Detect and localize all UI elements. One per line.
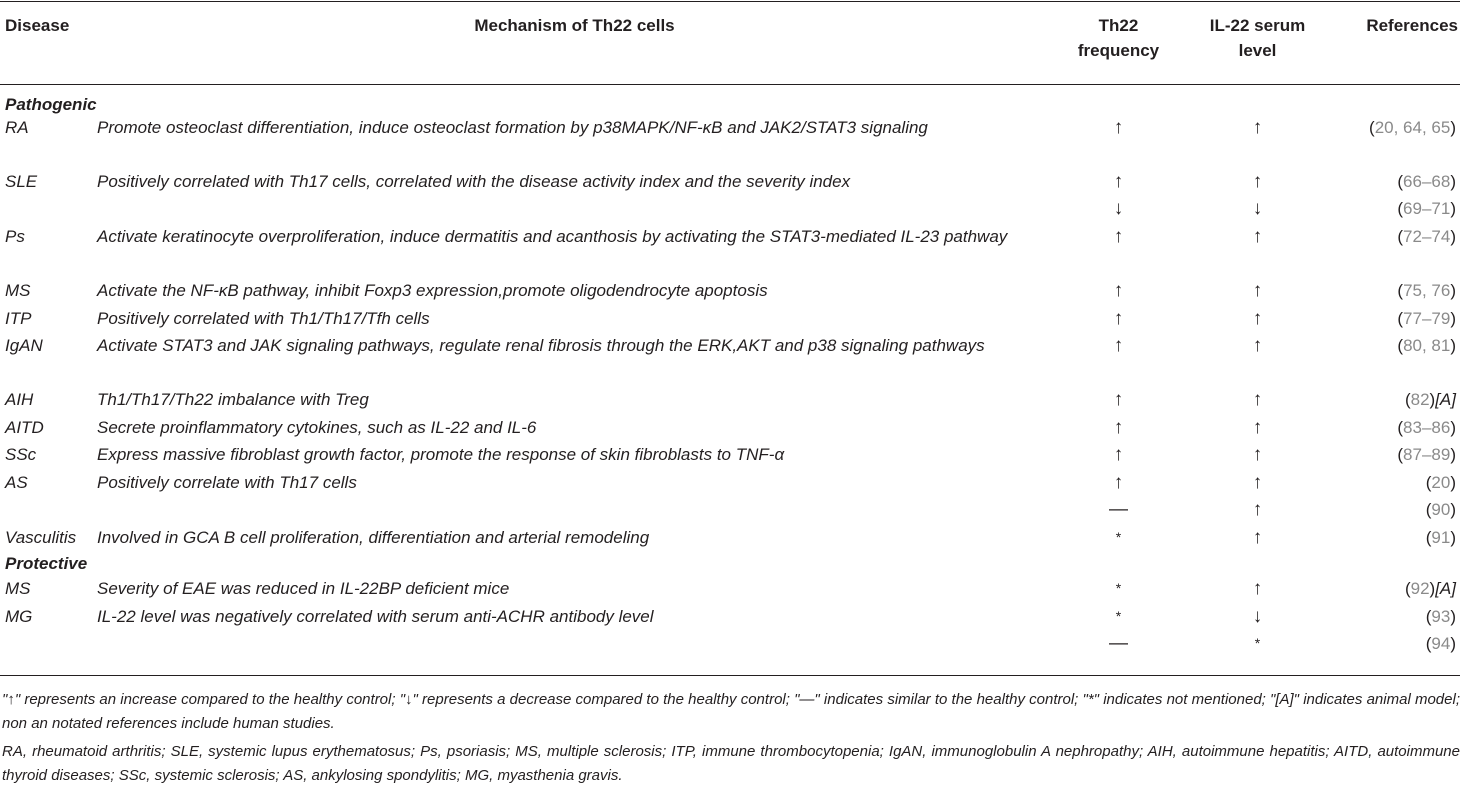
reference-cell [1330, 386, 1456, 413]
reference-link[interactable]: 20, 64, 65 [1374, 118, 1451, 137]
il22-level-cell: ↑ [1252, 444, 1263, 465]
reference-link[interactable]: 75, 76 [1403, 281, 1451, 300]
th22-frequency-cell: ↑ [1113, 444, 1124, 465]
mechanism-cell: Involved in GCA B cell proliferation, differentiation and arterial remodeling [97, 528, 650, 547]
mechanism-cell: Activate the NF-κB pathway, inhibit Foxp3 expression,promote oligodendrocyte apoptosis [97, 281, 768, 300]
il22-level-cell: ↑ [1252, 335, 1263, 356]
il22-level-cell: ↑ [1252, 280, 1263, 301]
table-row [0, 332, 1460, 386]
ref-open-paren: ( [1397, 281, 1404, 300]
mechanism-cell: Positively correlated with Th1/Th17/Tfh cells [97, 309, 430, 328]
table-row [0, 469, 1460, 496]
ref-open-paren: ( [1397, 336, 1404, 355]
th22-frequency-cell: ↓ [1113, 198, 1124, 219]
th22-frequency-cell: * [1115, 529, 1122, 545]
reference-cell [1330, 168, 1456, 195]
ref-open-paren: ( [1397, 309, 1404, 328]
il22-level-cell: ↓ [1252, 198, 1263, 219]
mechanism-cell: Secrete proinflammatory cytokines, such as IL-22 and IL-6 [97, 418, 537, 437]
table-row [0, 496, 1460, 524]
th22-frequency-cell: — [1109, 499, 1128, 520]
ref-open-paren: ( [1397, 227, 1404, 246]
il22-level-cell: ↑ [1252, 472, 1263, 493]
bottom-rule [0, 675, 1460, 676]
ref-close-paren: ) [1450, 172, 1456, 191]
header-th22-line2: frequency [1077, 41, 1160, 60]
header-mechanism: Mechanism of Th22 cells [474, 16, 675, 35]
disease-cell: IgAN [5, 336, 43, 355]
th22-frequency-cell: ↑ [1113, 280, 1124, 301]
th22-frequency-cell: * [1115, 608, 1122, 624]
reference-link[interactable]: 90 [1431, 500, 1451, 519]
ref-close-paren: ) [1450, 227, 1456, 246]
il22-level-cell: ↓ [1252, 606, 1263, 627]
reference-link[interactable]: 87–89 [1403, 445, 1451, 464]
reference-link[interactable]: 82 [1410, 390, 1430, 409]
ref-close-paren: ) [1429, 579, 1436, 598]
header-th22-line1: Th22 [1098, 16, 1139, 35]
mechanism-cell: Th1/Th17/Th22 imbalance with Treg [97, 390, 369, 409]
il22-level-cell: ↑ [1252, 389, 1263, 410]
reference-link[interactable]: 20 [1431, 473, 1451, 492]
reference-link[interactable]: 91 [1431, 528, 1451, 547]
table-row [0, 168, 1460, 195]
table-body [0, 92, 1460, 657]
mechanism-cell: Severity of EAE was reduced in IL-22BP deficient mice [97, 579, 510, 598]
ref-open-paren: ( [1404, 579, 1411, 598]
table-row [0, 575, 1460, 603]
reference-cell [1330, 441, 1456, 468]
reference-cell [1330, 469, 1456, 496]
ref-close-paren: ) [1450, 281, 1456, 300]
table-row [0, 114, 1460, 168]
footnote-symbols: "↑" represents an increase compared to the healthy control; "↓" represents a decrease compared to the healthy control; "—" indicates similar to the healthy control; "*" indicates not mentioned; "[A]" indicates animal model; non an notated references include human studies. [2, 691, 1460, 732]
reference-cell [1330, 223, 1456, 250]
disease-cell: MS [5, 281, 31, 300]
reference-cell [1330, 603, 1456, 630]
ref-open-paren: ( [1397, 445, 1404, 464]
reference-link[interactable]: 77–79 [1403, 309, 1451, 328]
disease-cell: AIH [5, 390, 34, 409]
animal-model-mark: [A] [1435, 390, 1456, 409]
il22-level-cell: ↑ [1252, 527, 1263, 548]
th22-frequency-cell: — [1109, 633, 1128, 654]
mechanism-cell: Activate keratinocyte overproliferation, induce dermatitis and acanthosis by activating the STAT3-mediated IL-23 pathway [97, 227, 1008, 246]
mechanism-cell: Express massive fibroblast growth factor, promote the response of skin fibroblasts to TNF-α [97, 445, 785, 464]
disease-cell: Vasculitis [5, 528, 77, 547]
section-pathogenic: Pathogenic [5, 95, 97, 114]
th22-frequency-cell: ↑ [1113, 117, 1124, 138]
header-rule [0, 84, 1460, 85]
top-rule [0, 1, 1460, 2]
il22-level-cell: ↑ [1252, 117, 1263, 138]
th22-frequency-cell: ↑ [1113, 335, 1124, 356]
reference-cell [1330, 524, 1456, 551]
disease-cell: SLE [5, 172, 38, 191]
header-th22-frequency [1060, 13, 1177, 63]
ref-close-paren: ) [1450, 500, 1456, 519]
table-row [0, 195, 1460, 223]
mechanism-cell: IL-22 level was negatively correlated with serum anti-ACHR antibody level [97, 607, 654, 626]
header-il22-line1: IL-22 serum [1209, 16, 1306, 35]
reference-link[interactable]: 72–74 [1403, 227, 1451, 246]
th22-frequency-cell: ↑ [1113, 389, 1124, 410]
ref-open-paren: ( [1425, 607, 1432, 626]
reference-cell [1330, 332, 1456, 359]
disease-cell: MG [5, 607, 33, 626]
ref-close-paren: ) [1450, 199, 1456, 218]
th22-frequency-cell: ↑ [1113, 417, 1124, 438]
mechanism-cell: Activate STAT3 and JAK signaling pathways, regulate renal fibrosis through the ERK,AKT and p38 signaling pathways [97, 336, 985, 355]
ref-close-paren: ) [1450, 418, 1456, 437]
ref-open-paren: ( [1397, 418, 1404, 437]
disease-cell: SSc [5, 445, 37, 464]
ref-close-paren: ) [1450, 634, 1456, 653]
th22-frequency-cell: ↑ [1113, 308, 1124, 329]
reference-cell [1330, 305, 1456, 332]
reference-link[interactable]: 93 [1431, 607, 1451, 626]
il22-level-cell: ↑ [1252, 417, 1263, 438]
ref-close-paren: ) [1450, 445, 1456, 464]
th22-frequency-cell: ↑ [1113, 226, 1124, 247]
reference-cell [1330, 114, 1456, 141]
table-row [0, 277, 1460, 305]
ref-close-paren: ) [1450, 473, 1456, 492]
ref-close-paren: ) [1450, 309, 1456, 328]
mechanism-cell: Promote osteoclast differentiation, induce osteoclast formation by p38MAPK/NF-κB and JAK2/STAT3 signaling [97, 118, 928, 137]
il22-level-cell: ↑ [1252, 578, 1263, 599]
table-row [0, 305, 1460, 332]
disease-cell: ITP [5, 309, 32, 328]
table-row [0, 524, 1460, 551]
th22-frequency-cell: * [1115, 580, 1122, 596]
ref-close-paren: ) [1450, 607, 1456, 626]
reference-link[interactable]: 80, 81 [1403, 336, 1451, 355]
table-row [0, 414, 1460, 441]
il22-level-cell: ↑ [1252, 308, 1263, 329]
reference-link[interactable]: 66–68 [1403, 172, 1451, 191]
reference-link[interactable]: 69–71 [1403, 199, 1451, 218]
disease-cell: Ps [5, 227, 25, 246]
reference-cell [1330, 277, 1456, 304]
reference-cell [1330, 575, 1456, 602]
ref-open-paren: ( [1369, 118, 1375, 137]
ref-open-paren: ( [1425, 500, 1432, 519]
reference-cell [1330, 414, 1456, 441]
reference-link[interactable]: 83–86 [1403, 418, 1451, 437]
disease-cell: AITD [5, 418, 44, 437]
disease-cell: AS [5, 473, 28, 492]
table-row [0, 603, 1460, 630]
il22-level-cell: ↑ [1252, 171, 1263, 192]
th22-frequency-cell: ↑ [1113, 472, 1124, 493]
reference-link[interactable]: 94 [1431, 634, 1451, 653]
ref-open-paren: ( [1425, 528, 1432, 547]
disease-cell: RA [5, 118, 29, 137]
table-row [0, 441, 1460, 469]
reference-link[interactable]: 92 [1410, 579, 1430, 598]
table-row [0, 630, 1460, 657]
header-il22-serum-level [1195, 13, 1320, 63]
ref-close-paren: ) [1450, 528, 1456, 547]
ref-close-paren: ) [1429, 390, 1436, 409]
il22-level-cell: ↑ [1252, 499, 1263, 520]
ref-close-paren: ) [1450, 336, 1456, 355]
mechanism-cell: Positively correlated with Th17 cells, correlated with the disease activity index and the severity index [97, 172, 851, 191]
ref-close-paren: ) [1450, 118, 1456, 137]
il22-level-cell: * [1254, 635, 1261, 651]
header-il22-line2: level [1238, 41, 1277, 60]
ref-open-paren: ( [1397, 172, 1404, 191]
th22-frequency-cell: ↑ [1113, 171, 1124, 192]
ref-open-paren: ( [1425, 473, 1432, 492]
reference-cell [1330, 630, 1456, 657]
reference-cell [1330, 195, 1456, 222]
il22-level-cell: ↑ [1252, 226, 1263, 247]
reference-cell [1330, 496, 1456, 523]
footnote-abbreviations: RA, rheumatoid arthritis; SLE, systemic lupus erythematosus; Ps, psoriasis; MS, multiple sclerosis; ITP, immune thrombocytopenia; IgAN, immunoglobulin A nephropathy; AIH, autoimmune hepatitis; AITD, autoimmune thyroid diseases; SSc, systemic sclerosis; AS, ankylosing spondylitis; MG, myasthenia gravis. [2, 743, 1460, 784]
ref-open-paren: ( [1397, 199, 1404, 218]
ref-open-paren: ( [1404, 390, 1411, 409]
table-row [0, 386, 1460, 414]
header-disease: Disease [5, 16, 70, 35]
section-protective: Protective [5, 554, 88, 573]
ref-open-paren: ( [1425, 634, 1432, 653]
table-row [0, 223, 1460, 277]
disease-cell: MS [5, 579, 31, 598]
animal-model-mark: [A] [1435, 579, 1456, 598]
header-references: References [1366, 16, 1458, 35]
mechanism-cell: Positively correlate with Th17 cells [97, 473, 357, 492]
